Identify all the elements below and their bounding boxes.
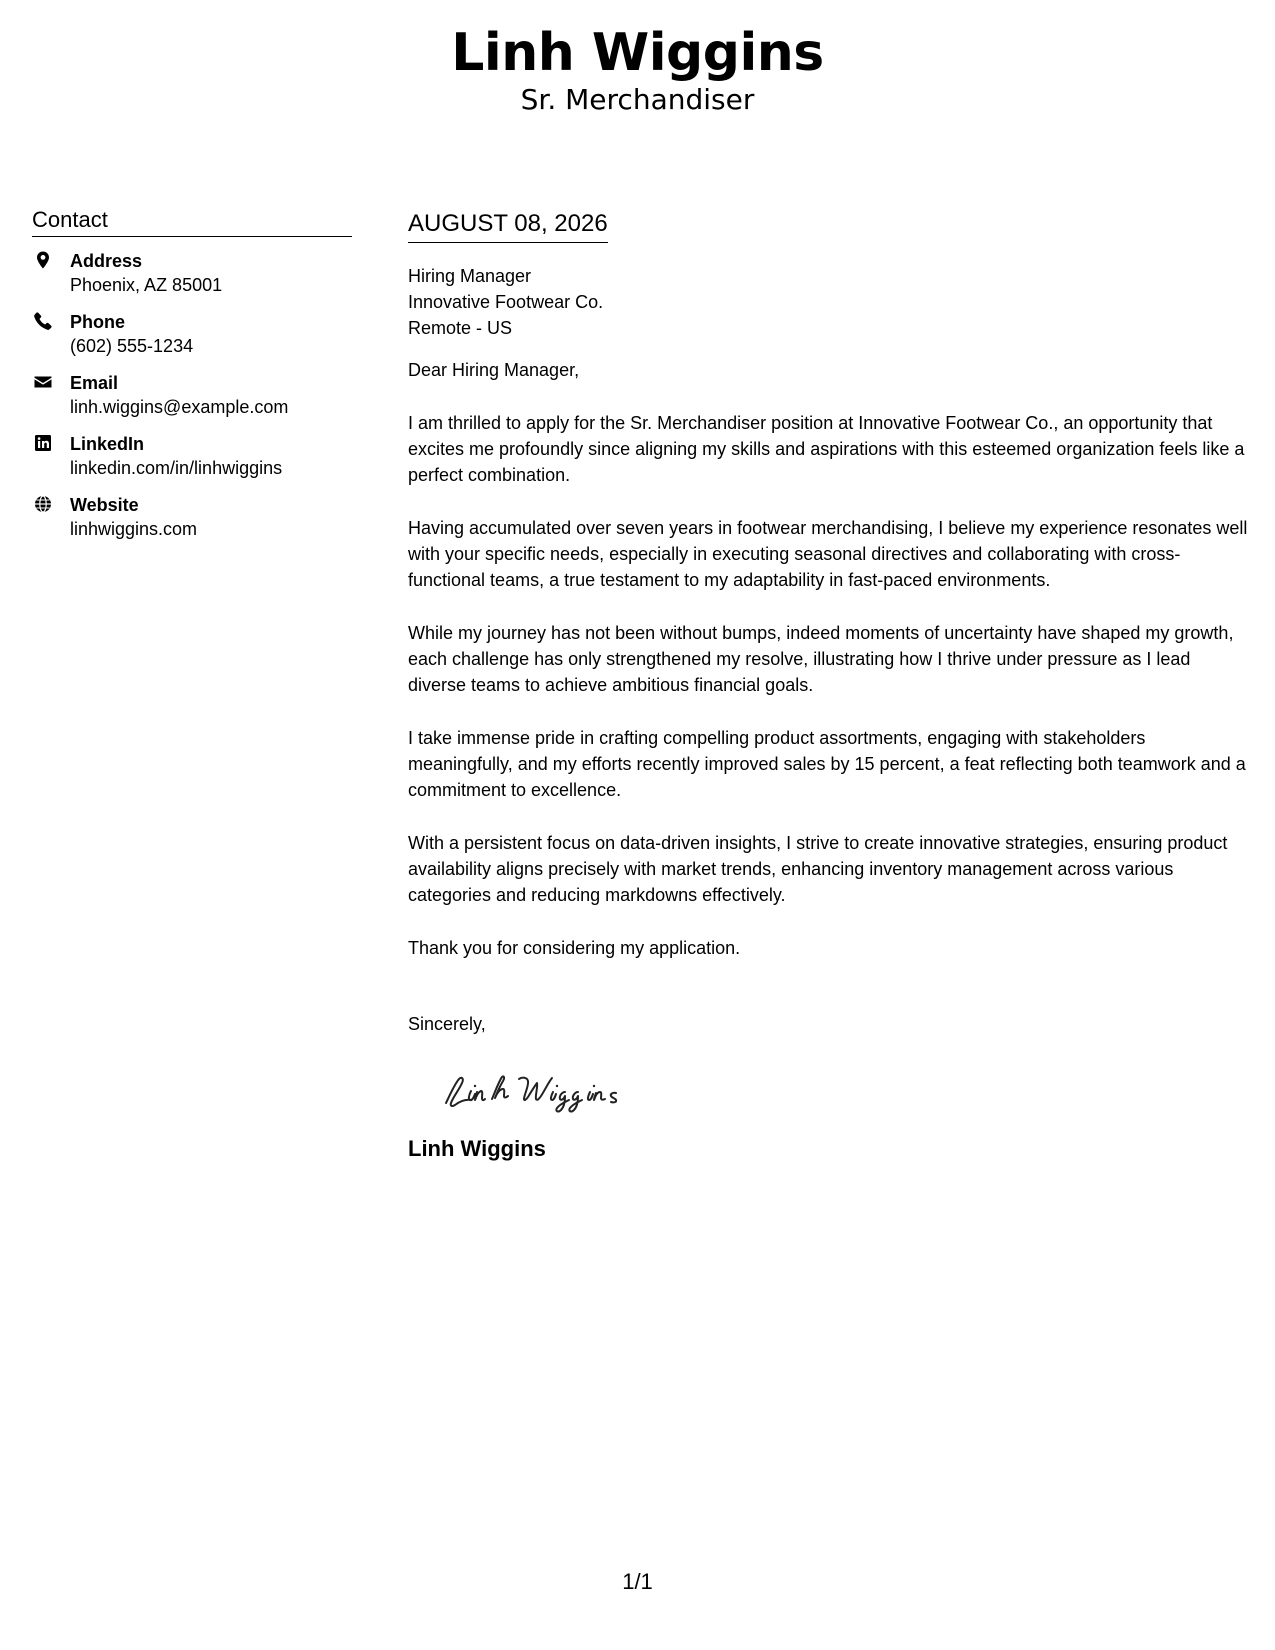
signer-name: Linh Wiggins xyxy=(408,1136,546,1161)
recipient-block xyxy=(408,263,1253,341)
contact-phone-value: (602) 555-1234 xyxy=(70,336,194,356)
contact-linkedin-value: linkedin.com/in/linhwiggins xyxy=(70,458,283,478)
envelope-icon xyxy=(33,372,53,392)
contact-heading: Contact xyxy=(32,206,352,237)
letter-paragraph: With a persistent focus on data-driven insights, I strive to create innovative strategies, ensuring product availability aligns precisely with market trends, enhancing inventory management across various categories and reducing markdowns effectively. xyxy=(408,833,1228,905)
linkedin-icon xyxy=(33,433,53,453)
letter-date: AUGUST 08, 2026 xyxy=(408,208,608,243)
recipient-line: Innovative Footwear Co. xyxy=(408,292,604,312)
globe-icon xyxy=(33,494,53,514)
letter-paragraph: Having accumulated over seven years in footwear merchandising, I believe my experience resonates well with your specific needs, especially in executing seasonal directives and collaborating with cross-functional teams, a true testament to my adaptability in fast-paced environments. xyxy=(408,518,1248,590)
recipient-line: Remote - US xyxy=(408,318,513,338)
contact-email-label: Email xyxy=(70,373,119,393)
contact-phone xyxy=(32,310,352,358)
contact-sidebar xyxy=(32,206,352,554)
contact-linkedin xyxy=(32,432,352,480)
phone-icon xyxy=(33,311,53,331)
page-number: 1/1 xyxy=(622,1569,653,1594)
contact-website-value: linhwiggins.com xyxy=(70,519,198,539)
contact-email xyxy=(32,371,352,419)
letter-body xyxy=(408,208,1253,1163)
contact-address xyxy=(32,249,352,297)
handwritten-signature xyxy=(432,1063,662,1119)
letter-paragraph: I am thrilled to apply for the Sr. Merchandiser position at Innovative Footwear Co., an opportunity that excites me profoundly since aligning my skills and aspirations with this esteemed organization feels like a perfect combination. xyxy=(408,413,1245,485)
contact-phone-label: Phone xyxy=(70,312,126,332)
contact-website xyxy=(32,493,352,541)
contact-address-value: Phoenix, AZ 85001 xyxy=(70,275,223,295)
map-pin-icon xyxy=(33,250,53,270)
closing: Sincerely, xyxy=(408,1014,486,1034)
letter-paragraph: Thank you for considering my application. xyxy=(408,938,741,958)
letter-paragraph: I take immense pride in crafting compelling product assortments, engaging with stakeholders meaningfully, and my efforts recently improved sales by 15 percent, a feat reflecting both teamwork and a commitment to excellence. xyxy=(408,728,1246,800)
letter-header xyxy=(0,22,1275,118)
contact-linkedin-label: LinkedIn xyxy=(70,434,145,454)
applicant-name: Linh Wiggins xyxy=(451,23,824,83)
contact-list xyxy=(32,249,352,541)
contact-website-label: Website xyxy=(70,495,139,515)
salutation: Dear Hiring Manager, xyxy=(408,360,580,380)
letter-paragraph: While my journey has not been without bumps, indeed moments of uncertainty have shaped my growth, each challenge has only strengthened my resolve, illustrating how I thrive under pressure as I lead diverse teams to achieve ambitious financial goals. xyxy=(408,623,1234,695)
job-title: Sr. Merchandiser xyxy=(520,83,755,116)
recipient-line: Hiring Manager xyxy=(408,266,532,286)
contact-email-value: linh.wiggins@example.com xyxy=(70,397,289,417)
contact-address-label: Address xyxy=(70,251,143,271)
